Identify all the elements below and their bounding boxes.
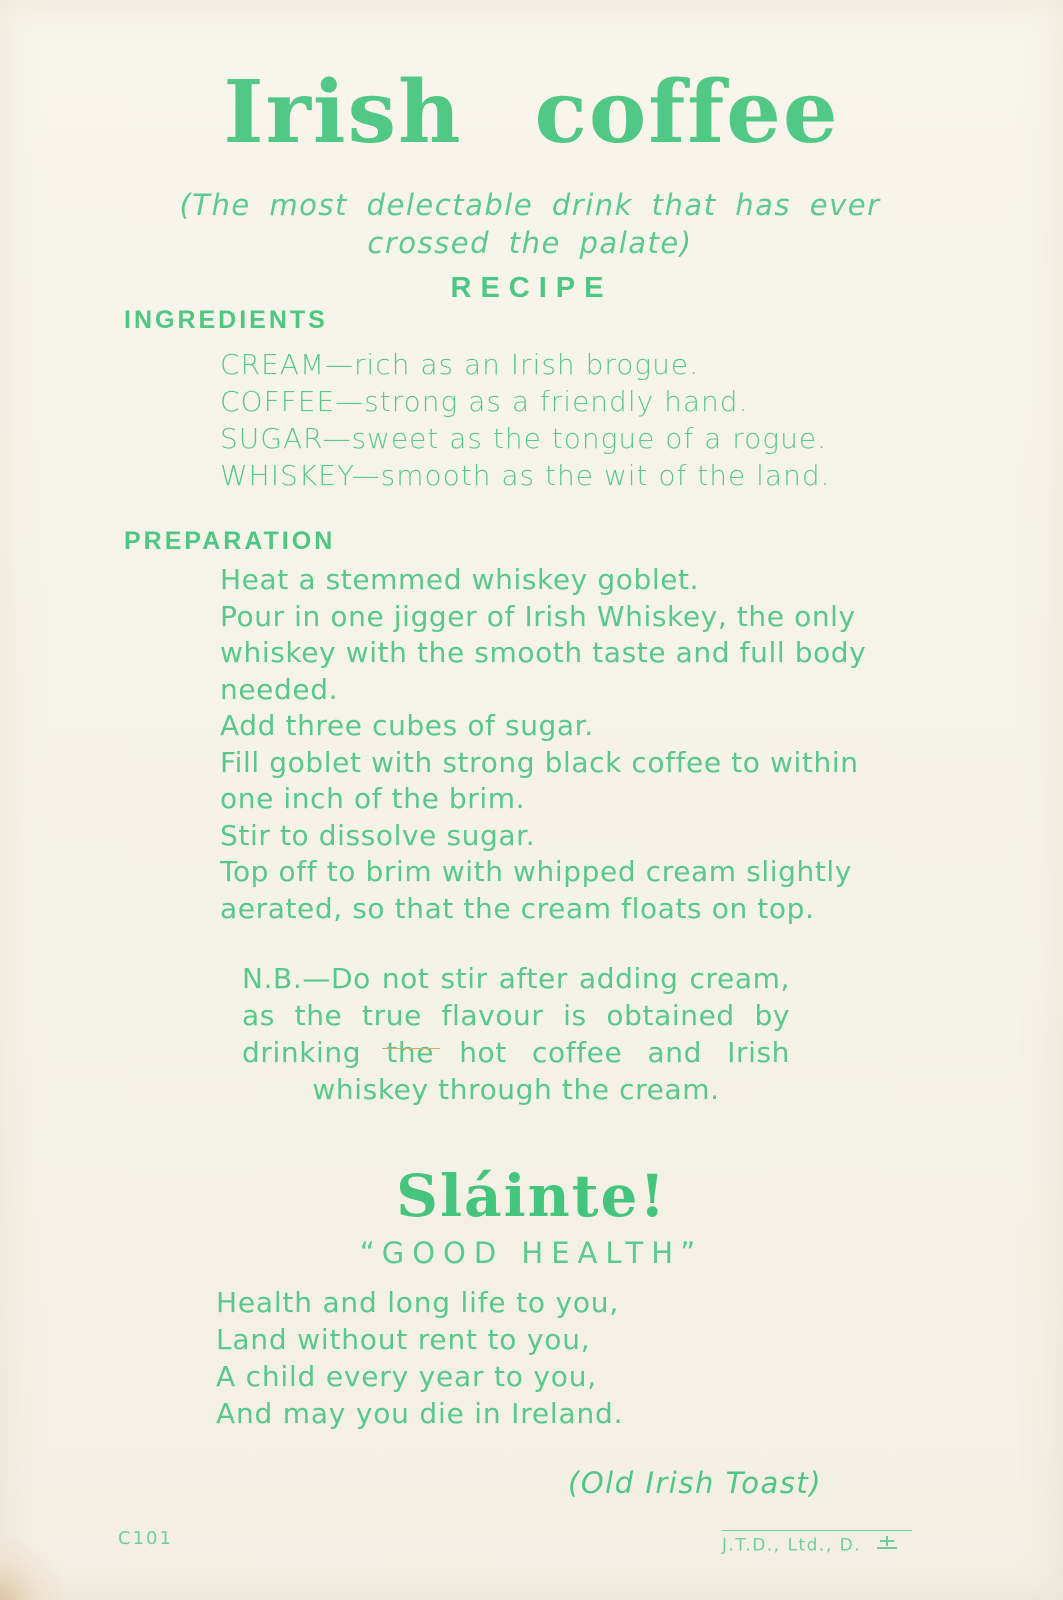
ingredients-list <box>220 346 920 494</box>
toast-line: And may you die in Ireland. <box>216 1397 624 1430</box>
ingredient-item: WHISKEY—smooth as the wit of the land. <box>220 459 831 492</box>
preparation-steps <box>220 562 910 927</box>
preparation-step: Stir to dissolve sugar. <box>220 818 536 852</box>
preparation-step: Fill goblet with strong black coffee to within one inch of the brim. <box>220 745 859 815</box>
preparation-step: Heat a stemmed whiskey goblet. <box>220 563 700 596</box>
preparation-step: Pour in one jigger of Irish Whiskey, the only whiskey with the smooth taste and full body needed. <box>220 599 867 706</box>
preparation-heading: PREPARATION <box>124 527 336 555</box>
toast-attribution: (Old Irish Toast) <box>568 1466 823 1500</box>
printer-name: J.T.D., Ltd., D. <box>722 1535 862 1556</box>
preparation-step: Top off to brim with whipped cream slightly aerated, so that the cream floats on top. <box>220 855 852 925</box>
ingredient-item: CREAM—rich as an Irish brogue. <box>220 348 700 381</box>
good-health-translation: “GOOD HEALTH” <box>359 1236 704 1270</box>
recipe-heading: RECIPE <box>450 272 613 304</box>
union-mark-icon <box>876 1535 898 1556</box>
toast-line: A child every year to you, <box>216 1360 597 1393</box>
preparation-step: Add three cubes of sugar. <box>220 709 594 742</box>
pencil-underline <box>382 1048 440 1049</box>
ingredients-heading: INGREDIENTS <box>124 306 328 334</box>
printer-imprint <box>722 1530 912 1556</box>
card-code: C101 <box>118 1528 173 1549</box>
nota-bene: N.B.—Do not stir after adding cream, as the true flavour is obtained by drinking the hot coffee and Irish whiskey through the cream. <box>242 962 790 1106</box>
slainte-heading: Sláinte! <box>396 1162 667 1230</box>
page-title: Irish coffee <box>223 62 840 163</box>
subtitle: (The most delectable drink that has ever crossed the palate) <box>179 188 881 260</box>
toast-line: Land without rent to you, <box>216 1323 591 1356</box>
toast-line: Health and long life to you, <box>216 1286 620 1319</box>
ingredient-item: SUGAR—sweet as the tongue of a rogue. <box>220 422 827 455</box>
ingredient-item: COFFEE—strong as a friendly hand. <box>220 385 749 418</box>
toast-verse <box>216 1284 836 1432</box>
corner-stain <box>0 1530 60 1600</box>
